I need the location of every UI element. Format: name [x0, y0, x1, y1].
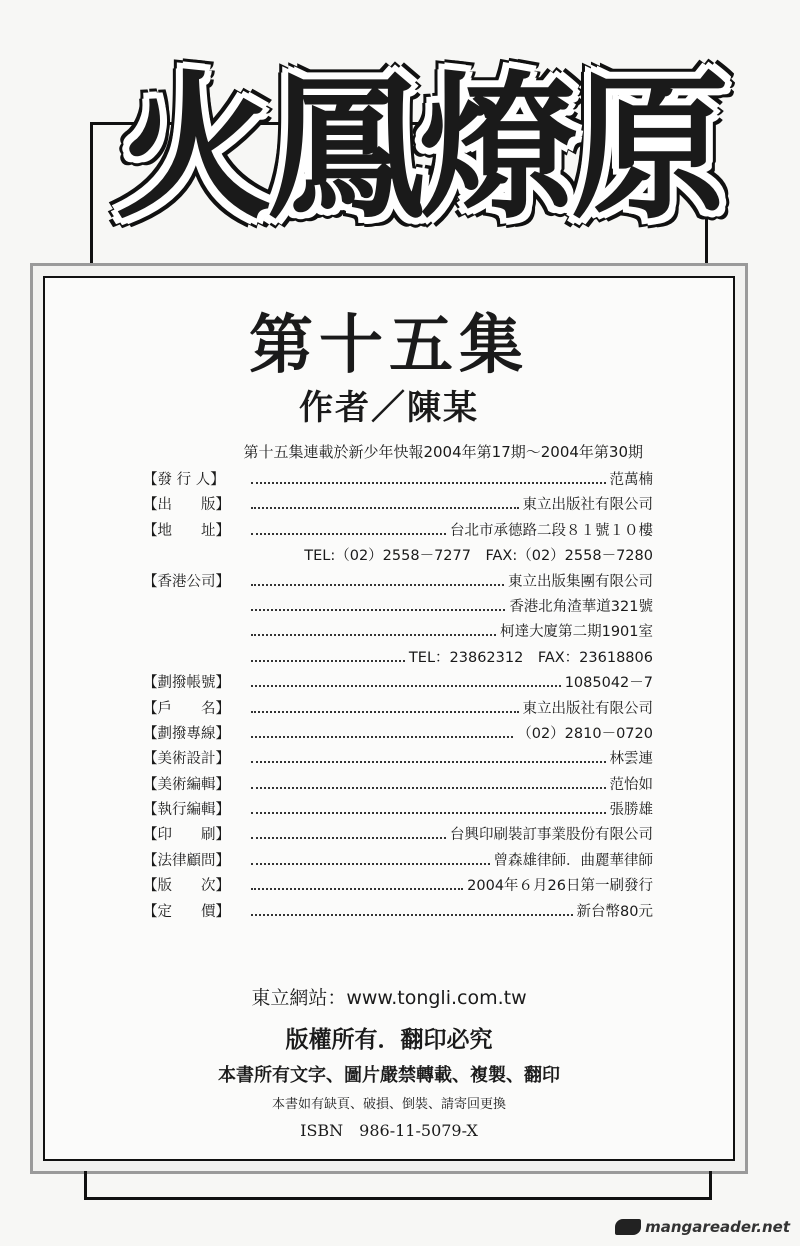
detail-label: 【戶 名】	[143, 700, 230, 717]
colophon-panel	[30, 263, 748, 1174]
dot-leader	[251, 675, 561, 687]
detail-value: 范怡如	[609, 776, 653, 793]
detail-row	[143, 900, 653, 925]
detail-label: 【劃撥專線】	[143, 725, 230, 742]
detail-label: 【美術設計】	[143, 751, 230, 768]
detail-value: （02）2810－0720	[517, 725, 653, 742]
detail-value: 台興印刷裝訂事業股份有限公司	[450, 827, 653, 844]
detail-row	[143, 493, 653, 518]
dot-leader	[251, 650, 405, 662]
detail-value: 曾森雄律師．曲麗華律師	[493, 852, 653, 869]
detail-label: 【執行編輯】	[143, 802, 230, 819]
detail-row	[143, 874, 653, 899]
detail-label: 【美術編輯】	[143, 776, 230, 793]
dot-leader	[251, 523, 446, 535]
reproduction-notice: 本書所有文字、圖片嚴禁轉載、複製、翻印	[218, 1065, 560, 1086]
detail-value: 柯達大廈第二期1901室	[500, 624, 653, 641]
watermark-logo-icon	[615, 1219, 641, 1235]
detail-row	[143, 620, 653, 645]
detail-row	[143, 849, 653, 874]
dot-leader	[251, 726, 513, 738]
dot-leader	[251, 624, 496, 636]
detail-label: 【版 次】	[143, 878, 230, 895]
detail-value: TEL：23862312 FAX：23618806	[408, 649, 653, 666]
detail-value: TEL:（02）2558－7277 FAX:（02）2558－7280	[304, 548, 653, 565]
title-block	[90, 42, 723, 257]
detail-value: 東立出版集團有限公司	[508, 573, 653, 590]
detail-row	[143, 747, 653, 772]
colophon-inner	[43, 276, 735, 1161]
detail-row	[143, 671, 653, 696]
detail-label: 【定 價】	[143, 903, 230, 920]
detail-value: 東立出版社有限公司	[522, 497, 653, 514]
return-notice: 本書如有缺頁、破損、倒裝、請寄回更換	[271, 1097, 506, 1112]
detail-label: 【地 址】	[143, 522, 230, 539]
detail-value: 新台幣80元	[576, 903, 653, 920]
dot-leader	[251, 497, 519, 509]
detail-value: 范萬楠	[609, 472, 653, 488]
detail-row	[143, 646, 653, 671]
dot-leader	[251, 878, 463, 890]
series-title: 火鳳燎原	[115, 57, 723, 241]
detail-label: 【出 版】	[143, 497, 230, 514]
volume-title: 第十五集	[249, 308, 529, 383]
publication-details	[143, 468, 653, 925]
dot-leader	[251, 777, 606, 789]
detail-label: 【印 刷】	[143, 827, 230, 844]
watermark-text: mangareader.net	[645, 1218, 790, 1236]
detail-value: 張勝雄	[609, 802, 653, 819]
dot-leader	[251, 802, 606, 814]
dot-leader	[251, 599, 505, 611]
detail-value: 台北市承德路二段８１號１０樓	[450, 522, 653, 539]
copyright-line: 版權所有．翻印必究	[285, 1026, 493, 1053]
bottom-frame	[84, 1171, 712, 1200]
detail-row	[143, 798, 653, 823]
dot-leader	[251, 574, 504, 586]
serialization-note: 第十五集連載於新少年快報2004年第17期～2004年第30期	[243, 443, 643, 461]
detail-row	[143, 773, 653, 798]
dot-leader	[251, 701, 519, 713]
detail-row	[143, 697, 653, 722]
detail-row	[143, 544, 653, 569]
detail-label: 【發 行 人】	[143, 472, 225, 488]
dot-leader	[251, 751, 606, 763]
isbn: ISBN 986-11-5079-X	[300, 1121, 478, 1140]
detail-row	[143, 595, 653, 620]
detail-row	[143, 823, 653, 848]
detail-row	[143, 722, 653, 747]
detail-row	[143, 570, 653, 595]
detail-value: 東立出版社有限公司	[522, 700, 653, 717]
detail-value: 2004年６月26日第一刷發行	[467, 878, 653, 895]
detail-value: 香港北角渣華道321號	[509, 598, 653, 615]
dot-leader	[251, 472, 606, 484]
detail-row	[143, 519, 653, 544]
detail-label: 【香港公司】	[143, 573, 230, 590]
website-line: 東立網站：www.tongli.com.tw	[251, 987, 527, 1009]
dot-leader	[251, 827, 446, 839]
detail-value: 1085042－7	[564, 675, 653, 692]
detail-label: 【劃撥帳號】	[143, 675, 230, 692]
detail-row	[143, 468, 653, 493]
watermark	[615, 1218, 790, 1236]
detail-label: 【法律顧問】	[143, 852, 230, 869]
dot-leader	[251, 904, 573, 916]
author-line: 作者／陳某	[299, 388, 479, 428]
dot-leader	[251, 853, 490, 865]
detail-value: 林雲連	[609, 751, 653, 768]
